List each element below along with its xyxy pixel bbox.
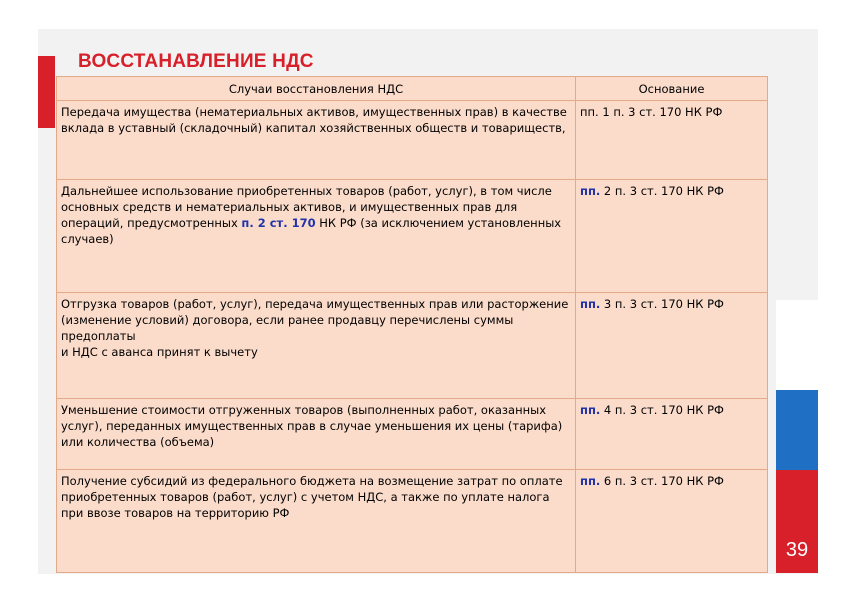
basis-cell xyxy=(576,180,768,293)
flag-stripe-blue xyxy=(776,390,818,470)
case-cell xyxy=(57,293,576,399)
table-row xyxy=(57,293,768,399)
law-reference-link[interactable]: п. 2 ст. 170 xyxy=(241,216,316,230)
case-cell xyxy=(57,399,576,470)
basis-text: пп. 1 п. 3 ст. 170 НК РФ xyxy=(580,105,723,119)
case-text-line2: и НДС с аванса принят к вычету xyxy=(61,345,258,359)
basis-link[interactable]: пп. xyxy=(580,403,601,417)
page-number: 39 xyxy=(776,528,818,573)
slide-title: ВОССТАНАВЛЕНИЕ НДС xyxy=(78,51,314,72)
basis-link[interactable]: пп. xyxy=(580,474,601,488)
case-text: Дальнейшее использование приобретенных товаров (работ, услуг), в том числе основных средств и нематериальных активов, и имущественных прав для операций, предусмотренных xyxy=(61,184,552,230)
flag-stripe-red xyxy=(776,470,818,528)
title-accent-bar xyxy=(38,56,55,128)
table-row xyxy=(57,470,768,573)
case-text: Отгрузка товаров (работ, услуг), передача имущественных прав или расторжение (изменение условий) договора, если ранее продавцу перечислены суммы предоплаты xyxy=(61,297,569,343)
header-cases: Случаи восстановления НДС xyxy=(57,77,576,101)
basis-cell xyxy=(576,399,768,470)
basis-text: 4 п. 3 ст. 170 НК РФ xyxy=(600,403,724,417)
case-text: Уменьшение стоимости отгруженных товаров (выполненных работ, оказанных услуг), переданных имущественных прав в случае уменьшения их цены (тарифа) или количества (объема) xyxy=(61,403,563,449)
basis-text: 2 п. 3 ст. 170 НК РФ xyxy=(600,184,724,198)
case-cell xyxy=(57,180,576,293)
basis-cell xyxy=(576,101,768,180)
case-cell xyxy=(57,470,576,573)
flag-stripe-white xyxy=(776,300,818,390)
basis-link[interactable]: пп. xyxy=(580,184,601,198)
basis-cell xyxy=(576,470,768,573)
vat-recovery-table xyxy=(56,76,768,573)
case-text: Передача имущества (нематериальных активов, имущественных прав) в качестве вклада в уставный (складочный) капитал хозяйственных обществ и товариществ, xyxy=(61,105,567,135)
table-row xyxy=(57,399,768,470)
basis-text: 3 п. 3 ст. 170 НК РФ xyxy=(600,297,724,311)
case-text-tail: НК РФ (за исключением установленных случаев) xyxy=(61,216,562,246)
table-header-row xyxy=(57,77,768,101)
table-row xyxy=(57,180,768,293)
basis-link[interactable]: пп. xyxy=(580,297,601,311)
case-cell xyxy=(57,101,576,180)
table-row xyxy=(57,101,768,180)
header-basis: Основание xyxy=(576,77,768,101)
basis-cell xyxy=(576,293,768,399)
basis-text: 6 п. 3 ст. 170 НК РФ xyxy=(600,474,724,488)
case-text: Получение субсидий из федерального бюджета на возмещение затрат по оплате приобретенных товаров (работ, услуг) с учетом НДС, а также по уплате налога при ввозе товаров на территорию РФ xyxy=(61,474,563,520)
